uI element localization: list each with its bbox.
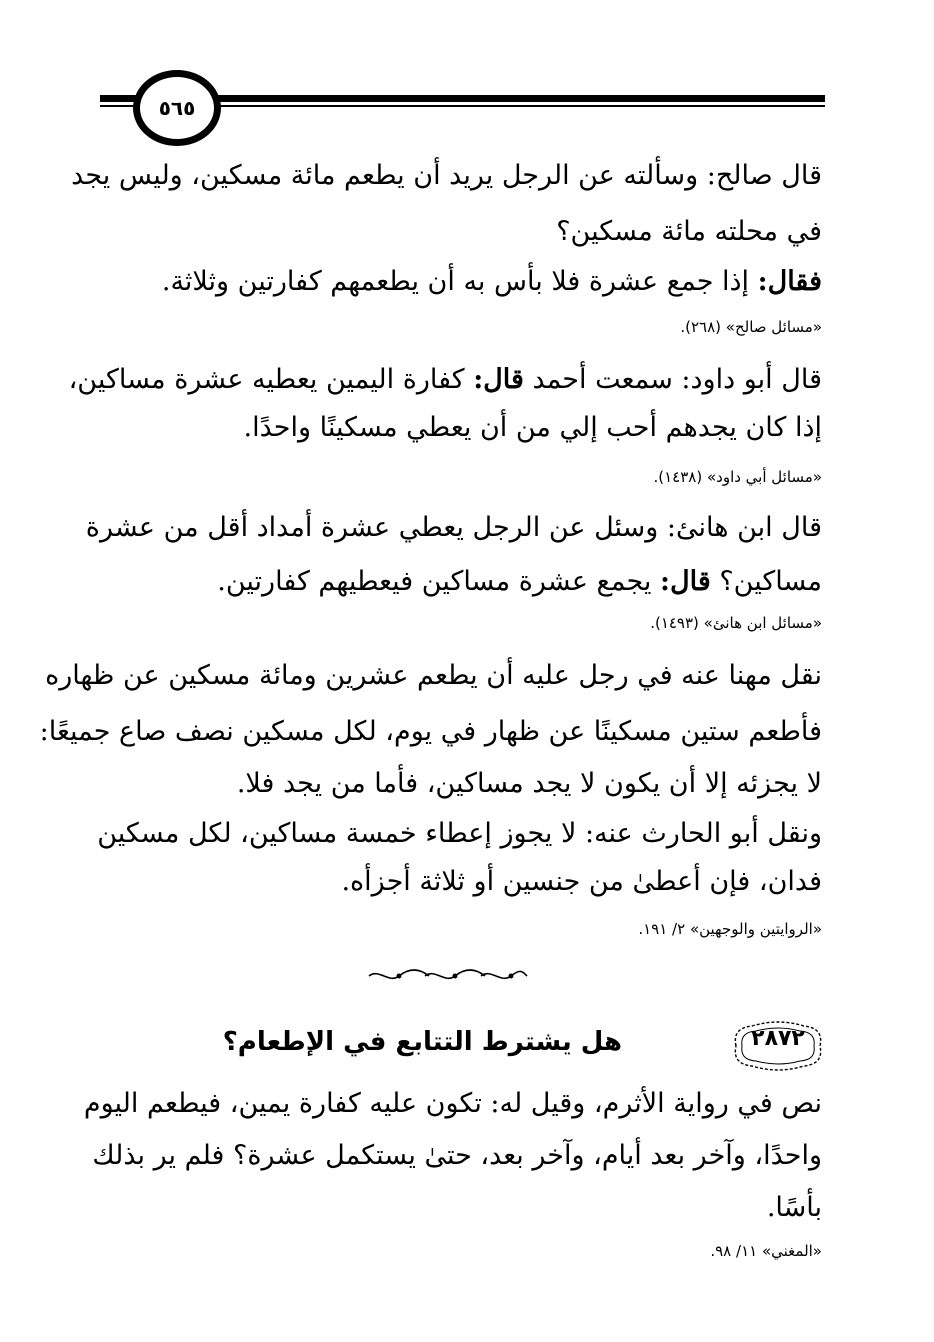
text-line: نص في رواية الأثرم، وقيل له: تكون عليه كفارة يمين، فيطعم اليوم — [83, 1088, 822, 1119]
text-line: فأطعم ستين مسكينًا عن ظهار في يوم، لكل مسكين نصف صاع جميعًا: — [39, 716, 822, 747]
text-line: واحدًا، وآخر بعد أيام، وآخر بعد، حتىٰ يستكمل عشرة؟ فلم ير بذلك — [92, 1140, 822, 1171]
text-line — [68, 360, 822, 400]
text-segment: كفارة اليمين يعطيه عشرة مساكين، — [68, 364, 474, 395]
text-line: ونقل أبو الحارث عنه: لا يجوز إعطاء خمسة مساكين، لكل مسكين — [97, 818, 822, 849]
header-rule-right-thin — [205, 105, 825, 107]
text-line — [217, 562, 822, 602]
page-number-oval — [133, 70, 221, 146]
text-segment: قال أبو داود: سمعت أحمد — [523, 364, 822, 395]
text-line: بأسًا. — [766, 1192, 822, 1223]
section-heading: هل يشترط التتابع في الإطعام؟ — [222, 1027, 622, 1057]
answer-label: قال: — [660, 566, 711, 597]
text-line: قال صالح: وسألته عن الرجل يريد أن يطعم مائة مسكين، وليس يجد — [71, 160, 822, 191]
answer-text: إذا جمع عشرة فلا بأس به أن يطعمهم كفارتين وثلاثة. — [161, 266, 758, 297]
answer-label: فقال: — [757, 266, 822, 297]
source-citation: «مسائل ابن هانئ» (١٤٩٣). — [650, 614, 822, 632]
text-line: قال ابن هانئ: وسئل عن الرجل يعطي عشرة أمداد أقل من عشرة — [85, 512, 822, 543]
header-rule-right-thick — [205, 95, 825, 102]
ornamental-divider — [365, 966, 531, 986]
section-number: ٢٨٧٢ — [751, 1026, 805, 1051]
answer-line — [162, 262, 822, 302]
source-citation: «الروايتين والوجهين» ٢/ ١٩١. — [638, 920, 822, 938]
page-number: ٥٦٥ — [158, 96, 196, 120]
answer-label: قال: — [473, 364, 524, 395]
source-citation: «المغني» ١١/ ٩٨. — [710, 1242, 822, 1260]
text-line: نقل مهنا عنه في رجل عليه أن يطعم عشرين ومائة مسكين عن ظهاره — [45, 660, 822, 691]
text-segment: يجمع عشرة مساكين فيعطيهم كفارتين. — [217, 566, 661, 597]
text-line: في محلته مائة مسكين؟ — [556, 216, 822, 247]
text-line: لا يجزئه إلا أن يكون لا يجد مساكين، فأما من يجد فلا. — [236, 768, 822, 799]
text-segment: مساكين؟ — [710, 566, 822, 597]
text-line: فدان، فإن أعطىٰ من جنسين أو ثلاثة أجزأه. — [341, 866, 822, 897]
source-citation: «مسائل صالح» (٢٦٨). — [680, 318, 822, 336]
text-line: إذا كان يجدهم أحب إلي من أن يعطي مسكينًا واحدًا. — [243, 412, 822, 443]
source-citation: «مسائل أبي داود» (١٤٣٨). — [653, 468, 822, 486]
